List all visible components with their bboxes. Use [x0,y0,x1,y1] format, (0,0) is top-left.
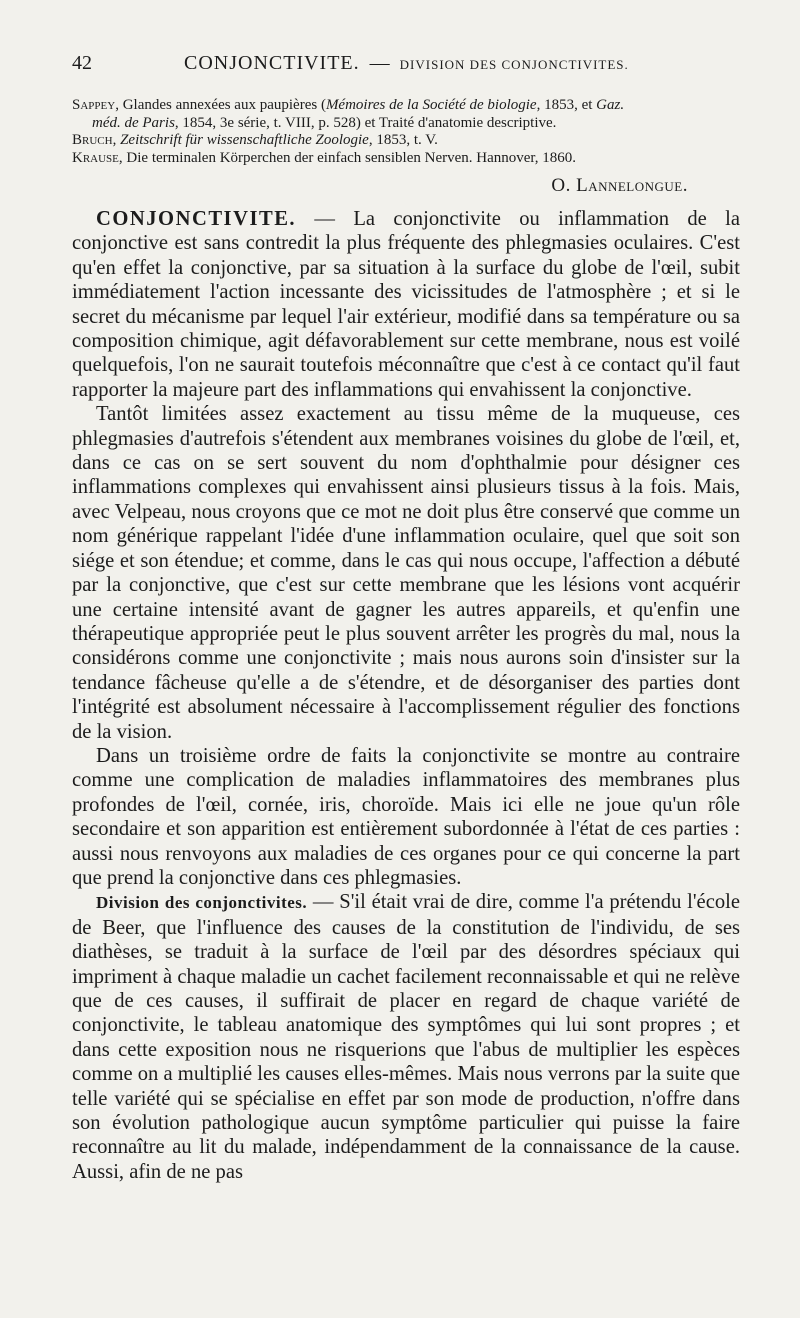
paragraph [72,207,740,402]
reference-text: , 1853, et [536,97,597,113]
author-signature: O. Lannelongue. [551,175,688,196]
paragraph-text: — La conjonctivite ou inflammation de la conjonctive est sans contredit la plus fréquente des phlegmasies oculaires. C'est qu'en effet la conjonctive, par sa situation à la surface du globe de l'œil, subit immédiatement l'action incessante des vicissitudes de l'atmosphère ; et si le secret du mécanisme par lequel l'air extérieur, modifié dans sa température ou sa composition chimique, agit défavorablement sur cette membrane, nous est voilé quelquefois, l'on ne saurait toutefois méconnaître que c'est à ce contact qu'il faut rapporter la majeure part des inflammations qui envahissent la conjonctive. [72,208,740,401]
reference-journal: méd. de Paris [92,114,175,131]
paragraph: Tantôt limitées assez exactement au tissu même de la muqueuse, ces phlegmasies d'autrefois s'étendent aux membranes voisines du globe de l'œil, et, dans ce cas on se sert souvent du nom d'ophthalmie pour désigner ces inflammations complexes qui envahissent ainsi plusieurs tissus à la fois. Mais, avec Velpeau, nous croyons que ce mot ne doit plus être conservé que comme un nom générique rappelant l'idée d'une inflammation oculaire, quel que soit son siége et son étendue; et comme, dans le cas qui nous occupe, l'affection a débuté par la conjonctive, que c'est sur cette membrane que les lésions vont acquérir une certaine intensité avant de gagner les autres appareils, et qu'enfin une thérapeutique appropriée peut le plus souvent arrêter les progrès du mal, nous la considérons comme une conjonctivite ; mais nous aurons soin d'insister sur la tendance fâcheuse qu'elle a de s'étendre, et de désorganiser des parties dont l'intégrité est absolument nécessaire à l'accomplissement régulier des fonctions de la vision. [72,403,740,743]
reference-text: , 1853, t. V. [368,132,438,148]
reference-journal: Zeitschrift für wissenschaftliche Zoologie [120,132,369,148]
reference-journal: Gaz. [596,97,625,113]
page-number: 42 [72,52,92,74]
reference-text: , 1854, 3e série, t. VIII, p. 528) et Traité d'anatomie descriptive. [174,114,557,131]
article-headword: CONJONCTIVITE. [96,208,297,230]
paragraph: Dans un troisième ordre de faits la conjonctivite se montre au contraire comme une complication de maladies inflammatoires des membranes plus profondes de l'œil, cornée, iris, choroïde. Mais ici elle ne joue qu'un rôle secondaire et son apparition est entièrement subordonnée à l'état de ces parties : aussi nous renvoyons aux maladies de ces organes pour ce qui concerne la part que prend la conjonctive dans ces phlegmasies. [72,744,740,889]
running-header [72,52,740,75]
reference-author: Bruch [72,132,113,148]
reference-author: Sappey [72,97,116,113]
reference-author: Krause [72,149,119,166]
paragraph-text: — S'il était vrai de dire, comme l'a prétendu l'école de Beer, que l'influence des causes de la constitution de l'individu, de ses diathèses, se traduit à la surface de l'œil par des désordres spéciaux qui impriment à chaque maladie un cachet facilement reconnaissable et qui ne relève que de ces causes, il suffirait de placer en regard de chaque variété de conjonctivite, le tableau anatomique des symptômes qui lui sont propres ; et dans cette exposition nous ne risquerions que l'abus de multiplier les espèces comme on a multiplié les causes elles-mêmes. Mais nous verrons par la suite que telle variété qui se spécialise en effet par son mode de production, n'offre dans son évolution pathologique aucun symptôme particulier qui puisse la faire reconnaître au lit du malade, indépendamment de la connaissance de la cause. Aussi, afin de ne pas [72,891,740,1183]
reference-journal: Mémoires de la Société de biologie [325,97,537,113]
reference-bruch [72,132,740,150]
reference-krause [72,150,740,168]
reference-text: , Die terminalen Körperchen der einfach sensiblen Nerven. Hannover, 1860. [118,149,577,166]
header-dash: — [369,52,390,74]
reference-sappey [72,97,740,132]
article-body [72,207,740,1184]
bibliography [72,97,740,167]
running-title: CONJONCTIVITE. [184,52,360,74]
paragraph [72,890,740,1184]
reference-text: , Glandes annexées aux paupières ( [115,97,326,113]
reference-sep: , [112,132,121,148]
running-subtitle: DIVISION DES CONJONCTIVITES. [399,57,629,72]
section-headword: Division des conjonctivites. [96,893,308,913]
